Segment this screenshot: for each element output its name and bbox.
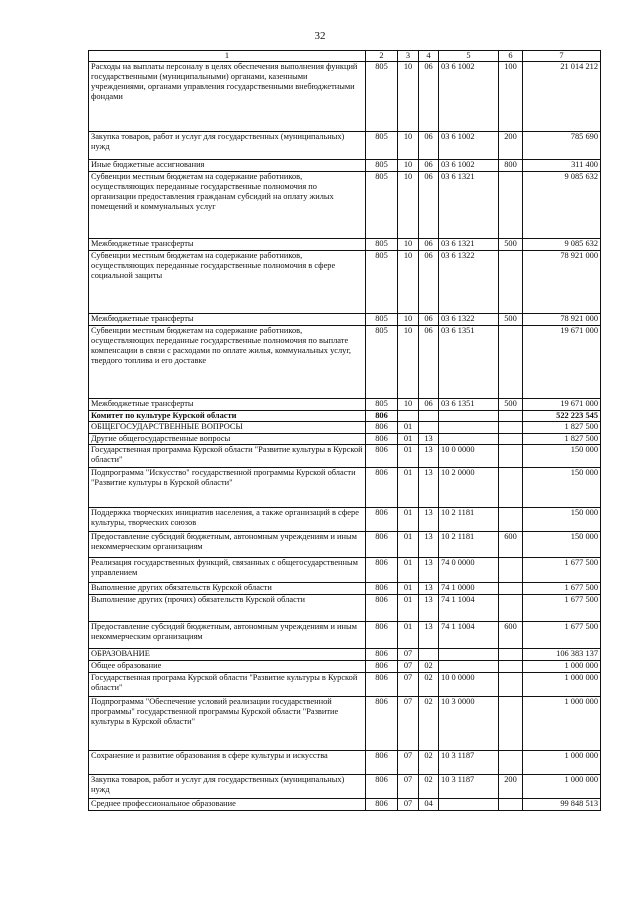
row-name: Реализация государственных функций, связанных с общегосударственным управлением [89, 558, 366, 583]
row-expense-type [499, 697, 523, 751]
row-section: 07 [398, 775, 419, 799]
row-section: 01 [398, 622, 419, 649]
row-section: 01 [398, 558, 419, 583]
row-subsection: 04 [419, 799, 439, 811]
row-target-article: 10 3 1187 [439, 751, 499, 775]
row-name: Государственная программа Курской области "Развитие культуры в Курской области" [89, 445, 366, 468]
row-ved: 806 [366, 434, 398, 445]
row-expense-type: 100 [499, 62, 523, 132]
row-target-article [439, 422, 499, 434]
row-target-article: 03 6 1321 [439, 239, 499, 251]
row-subsection: 02 [419, 661, 439, 673]
row-section: 07 [398, 649, 419, 661]
table-row [89, 595, 601, 622]
row-ved: 805 [366, 326, 398, 399]
row-name: Подпрограмма "Искусство" государственной программы Курской области "Развитие культуры в Курской области" [89, 468, 366, 508]
table-row [89, 583, 601, 595]
row-section: 01 [398, 445, 419, 468]
table-row [89, 326, 601, 399]
row-section: 10 [398, 326, 419, 399]
row-target-article [439, 661, 499, 673]
row-name: Комитет по культуре Курской области [89, 411, 366, 422]
row-section: 10 [398, 172, 419, 239]
row-ved: 806 [366, 799, 398, 811]
row-sum: 1 677 500 [523, 558, 601, 583]
row-sum: 19 671 000 [523, 326, 601, 399]
table-row [89, 468, 601, 508]
row-ved: 806 [366, 411, 398, 422]
row-section: 07 [398, 799, 419, 811]
row-expense-type [499, 468, 523, 508]
row-subsection: 02 [419, 775, 439, 799]
row-expense-type [499, 445, 523, 468]
row-ved: 805 [366, 160, 398, 172]
row-ved: 805 [366, 172, 398, 239]
row-target-article: 03 6 1002 [439, 62, 499, 132]
row-section [398, 411, 419, 422]
row-sum: 150 000 [523, 508, 601, 532]
row-ved: 806 [366, 697, 398, 751]
column-header: 4 [419, 51, 439, 62]
row-expense-type [499, 172, 523, 239]
row-expense-type [499, 326, 523, 399]
row-target-article: 74 1 1004 [439, 622, 499, 649]
row-sum: 1 000 000 [523, 697, 601, 751]
row-sum: 785 690 [523, 132, 601, 160]
row-sum: 1 000 000 [523, 673, 601, 697]
row-ved: 805 [366, 399, 398, 411]
row-target-article: 03 6 1321 [439, 172, 499, 239]
row-target-article [439, 649, 499, 661]
row-expense-type [499, 673, 523, 697]
row-subsection: 06 [419, 326, 439, 399]
row-target-article: 10 2 1181 [439, 532, 499, 558]
row-subsection: 06 [419, 160, 439, 172]
row-ved: 806 [366, 661, 398, 673]
row-expense-type [499, 751, 523, 775]
page-number: 32 [314, 30, 326, 42]
row-section: 07 [398, 751, 419, 775]
row-sum: 150 000 [523, 532, 601, 558]
row-ved: 805 [366, 239, 398, 251]
row-subsection [419, 411, 439, 422]
row-name: Иные бюджетные ассигнования [89, 160, 366, 172]
row-section: 10 [398, 160, 419, 172]
row-name: Закупка товаров, работ и услуг для государственных (муниципальных) нужд [89, 775, 366, 799]
row-ved: 805 [366, 251, 398, 314]
row-ved: 806 [366, 468, 398, 508]
row-section: 10 [398, 314, 419, 326]
row-section: 10 [398, 132, 419, 160]
row-sum: 78 921 000 [523, 251, 601, 314]
row-sum: 522 223 545 [523, 411, 601, 422]
row-subsection: 06 [419, 132, 439, 160]
row-expense-type: 600 [499, 622, 523, 649]
row-name: Общее образование [89, 661, 366, 673]
table-row [89, 132, 601, 160]
table-row [89, 622, 601, 649]
row-section: 10 [398, 62, 419, 132]
row-name: Другие общегосударственные вопросы [89, 434, 366, 445]
row-sum: 99 848 513 [523, 799, 601, 811]
row-expense-type [499, 649, 523, 661]
table-row [89, 445, 601, 468]
row-expense-type [499, 583, 523, 595]
column-header: 7 [523, 51, 601, 62]
table-row [89, 697, 601, 751]
row-target-article: 10 0 0000 [439, 673, 499, 697]
table-row [89, 251, 601, 314]
table-row [89, 399, 601, 411]
row-expense-type [499, 558, 523, 583]
row-sum: 150 000 [523, 445, 601, 468]
row-ved: 806 [366, 649, 398, 661]
table-row [89, 411, 601, 422]
row-name: Предоставление субсидий бюджетным, автономным учреждениям и иным некоммерческим организациям [89, 622, 366, 649]
table-row [89, 160, 601, 172]
row-subsection: 02 [419, 751, 439, 775]
row-target-article: 03 6 1322 [439, 251, 499, 314]
row-name: Выполнение других обязательств Курской области [89, 583, 366, 595]
column-header: 5 [439, 51, 499, 62]
row-ved: 805 [366, 314, 398, 326]
row-expense-type: 500 [499, 239, 523, 251]
table-row [89, 239, 601, 251]
row-sum: 21 014 212 [523, 62, 601, 132]
column-header: 6 [499, 51, 523, 62]
row-name: Межбюджетные трансферты [89, 399, 366, 411]
table-row [89, 422, 601, 434]
table-row [89, 532, 601, 558]
table-row [89, 775, 601, 799]
row-name: Межбюджетные трансферты [89, 314, 366, 326]
row-ved: 806 [366, 595, 398, 622]
row-ved: 805 [366, 132, 398, 160]
row-name: Межбюджетные трансферты [89, 239, 366, 251]
row-name: Поддержка творческих инициатив населения, а также организаций в сфере культуры, творческих союзов [89, 508, 366, 532]
row-name: Расходы на выплаты персоналу в целях обеспечения выполнения функций государственными (муниципальными) органами, казенными учреждениями, органами управления государственными внебюджетными фондами [89, 62, 366, 132]
row-sum: 1 827 500 [523, 422, 601, 434]
table-row [89, 799, 601, 811]
row-subsection: 13 [419, 434, 439, 445]
row-section: 01 [398, 532, 419, 558]
row-expense-type: 500 [499, 399, 523, 411]
row-name: ОБРАЗОВАНИЕ [89, 649, 366, 661]
row-expense-type: 800 [499, 160, 523, 172]
row-section: 07 [398, 661, 419, 673]
row-sum: 1 677 500 [523, 622, 601, 649]
row-expense-type [499, 434, 523, 445]
row-sum: 1 000 000 [523, 775, 601, 799]
row-ved: 806 [366, 751, 398, 775]
row-ved: 806 [366, 558, 398, 583]
row-name: ОБЩЕГОСУДАРСТВЕННЫЕ ВОПРОСЫ [89, 422, 366, 434]
row-name: Закупка товаров, работ и услуг для государственных (муниципальных) нужд [89, 132, 366, 160]
row-target-article: 74 1 0000 [439, 583, 499, 595]
row-ved: 806 [366, 445, 398, 468]
table-row [89, 661, 601, 673]
table-row [89, 558, 601, 583]
row-target-article: 10 2 1181 [439, 508, 499, 532]
row-name: Субвенции местным бюджетам на содержание работников, осуществляющих переданные государственные полномочия по организации предоставления гражданам субсидий на оплату жилых помещений и коммунальных услуг [89, 172, 366, 239]
row-section: 10 [398, 399, 419, 411]
row-name: Предоставление субсидий бюджетным, автономным учреждениям и иным некоммерческим организациям [89, 532, 366, 558]
column-header: 1 [89, 51, 366, 62]
column-header: 2 [366, 51, 398, 62]
row-target-article [439, 411, 499, 422]
row-sum: 1 000 000 [523, 751, 601, 775]
row-target-article [439, 434, 499, 445]
row-name: Государственная програма Курской области "Развитие культуры в Курской области" [89, 673, 366, 697]
row-section: 07 [398, 697, 419, 751]
row-expense-type: 500 [499, 314, 523, 326]
row-section: 07 [398, 673, 419, 697]
row-section: 10 [398, 251, 419, 314]
table-row [89, 508, 601, 532]
row-expense-type: 200 [499, 132, 523, 160]
row-section: 01 [398, 508, 419, 532]
row-section: 01 [398, 583, 419, 595]
row-ved: 806 [366, 775, 398, 799]
row-target-article [439, 799, 499, 811]
row-target-article: 10 3 0000 [439, 697, 499, 751]
row-sum: 311 400 [523, 160, 601, 172]
row-expense-type [499, 661, 523, 673]
row-sum: 106 383 137 [523, 649, 601, 661]
row-ved: 806 [366, 532, 398, 558]
row-ved: 806 [366, 583, 398, 595]
row-subsection: 13 [419, 445, 439, 468]
row-ved: 806 [366, 508, 398, 532]
row-target-article: 03 6 1351 [439, 326, 499, 399]
row-subsection: 13 [419, 595, 439, 622]
row-target-article: 03 6 1002 [439, 160, 499, 172]
column-header: 3 [398, 51, 419, 62]
row-target-article: 10 2 0000 [439, 468, 499, 508]
row-expense-type: 200 [499, 775, 523, 799]
table-row [89, 314, 601, 326]
row-name: Сохранение и развитие образования в сфере культуры и искусства [89, 751, 366, 775]
row-subsection: 06 [419, 251, 439, 314]
row-expense-type [499, 251, 523, 314]
row-section: 01 [398, 422, 419, 434]
row-sum: 1 677 500 [523, 595, 601, 622]
row-expense-type [499, 508, 523, 532]
row-subsection [419, 649, 439, 661]
row-sum: 9 085 632 [523, 172, 601, 239]
row-target-article: 74 0 0000 [439, 558, 499, 583]
row-expense-type [499, 422, 523, 434]
row-expense-type [499, 799, 523, 811]
table-row [89, 673, 601, 697]
row-subsection: 02 [419, 673, 439, 697]
row-subsection: 06 [419, 172, 439, 239]
row-target-article: 03 6 1322 [439, 314, 499, 326]
row-target-article: 03 6 1351 [439, 399, 499, 411]
row-section: 01 [398, 595, 419, 622]
row-subsection: 06 [419, 399, 439, 411]
row-subsection: 06 [419, 314, 439, 326]
row-subsection: 13 [419, 558, 439, 583]
row-sum: 19 671 000 [523, 399, 601, 411]
row-name: Субвенции местным бюджетам на содержание работников, осуществляющих переданные государственные полномочия по выплате компенсации в связи с расходами по оплате жилья, коммунальных услуг, твердого топлива и его доставке [89, 326, 366, 399]
row-name: Среднее профессиональное образование [89, 799, 366, 811]
row-subsection: 13 [419, 468, 439, 508]
row-subsection: 13 [419, 583, 439, 595]
table-row [89, 62, 601, 132]
row-subsection: 13 [419, 508, 439, 532]
row-expense-type: 600 [499, 532, 523, 558]
row-sum: 9 085 632 [523, 239, 601, 251]
table-row [89, 751, 601, 775]
row-expense-type [499, 595, 523, 622]
row-target-article: 74 1 1004 [439, 595, 499, 622]
row-target-article: 10 3 1187 [439, 775, 499, 799]
row-subsection: 06 [419, 62, 439, 132]
table-row [89, 434, 601, 445]
row-subsection: 06 [419, 239, 439, 251]
header-row [89, 51, 601, 62]
row-ved: 806 [366, 673, 398, 697]
row-ved: 805 [366, 62, 398, 132]
row-sum: 150 000 [523, 468, 601, 508]
row-subsection: 13 [419, 532, 439, 558]
row-target-article: 10 0 0000 [439, 445, 499, 468]
row-sum: 1 677 500 [523, 583, 601, 595]
row-sum: 1 000 000 [523, 661, 601, 673]
row-name: Выполнение других (прочих) обязательств Курской области [89, 595, 366, 622]
row-subsection [419, 422, 439, 434]
row-target-article: 03 6 1002 [439, 132, 499, 160]
row-sum: 78 921 000 [523, 314, 601, 326]
table-row [89, 649, 601, 661]
row-subsection: 13 [419, 622, 439, 649]
row-name: Субвенции местным бюджетам на содержание работников, осуществляющих переданные государственные полномочия в сфере социальной защиты [89, 251, 366, 314]
row-subsection: 02 [419, 697, 439, 751]
row-section: 10 [398, 239, 419, 251]
row-section: 01 [398, 468, 419, 508]
row-expense-type [499, 411, 523, 422]
row-ved: 806 [366, 422, 398, 434]
row-section: 01 [398, 434, 419, 445]
table-row [89, 172, 601, 239]
budget-table [88, 50, 601, 811]
row-name: Подпрограмма "Обеспечение условий реализации государственной программы" государственной программы Курской области "Развитие культуры в Курской области" [89, 697, 366, 751]
row-ved: 806 [366, 622, 398, 649]
row-sum: 1 827 500 [523, 434, 601, 445]
